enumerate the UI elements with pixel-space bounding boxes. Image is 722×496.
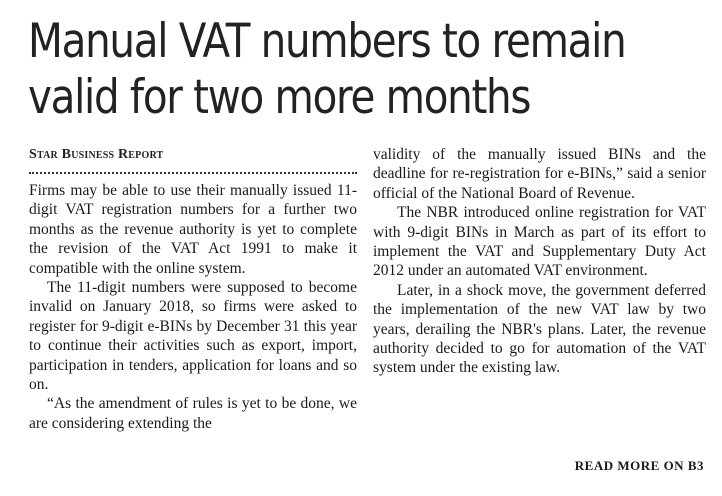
- headline-line-2: valid for two more months: [28, 70, 531, 125]
- paragraph: “As the amendment of rules is yet to be done, we are considering extending the: [29, 395, 357, 432]
- paragraph: Firms may be able to use their manually issued 11-digit VAT registration numbers for a further two months as the revenue authority is yet to complete the revision of the VAT Act 1991 to make it compatible with the online system.: [29, 182, 357, 277]
- paragraph: The NBR introduced online registration for VAT with 9-digit BINs in March as part of its effort to implement the VAT and Supplementary Duty Act 2012 under an automated VAT environment.: [373, 204, 706, 280]
- read-more-jump-line: READ MORE ON B3: [574, 458, 704, 473]
- headline: [28, 14, 626, 126]
- right-column: [373, 145, 706, 378]
- byline: Star Business Report: [29, 147, 164, 162]
- headline-line-1: Manual VAT numbers to remain: [28, 14, 626, 69]
- left-column: [29, 181, 357, 433]
- paragraph: Later, in a shock move, the government deferred the implementation of the new VAT law by two years, derailing the NBR's plans. Later, the revenue authority decided to go for automation of the VAT system under the existing law.: [373, 281, 706, 377]
- paragraph: The 11-digit numbers were supposed to become invalid on January 2018, so firms were asked to register for 9-digit e-BINs by December 31 this year to continue their activities such as export, import, participation in tenders, application for loans and so on.: [29, 279, 357, 394]
- byline-dotted-divider: [29, 172, 357, 174]
- paragraph: validity of the manually issued BINs and the deadline for re-registration for e-BINs,” said a senior official of the National Board of Revenue.: [373, 146, 706, 202]
